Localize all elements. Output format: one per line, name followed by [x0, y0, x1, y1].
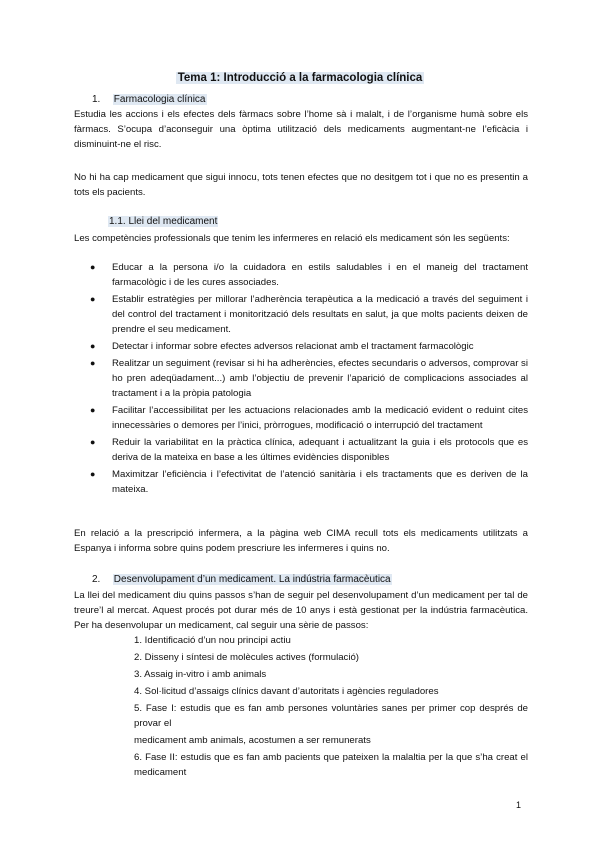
development-steps-list: [134, 633, 528, 782]
list-item: 1. Identificació d’un nou principi actiu: [134, 635, 291, 646]
list-item: medicament amb animals, acostumen a ser remunerats: [134, 735, 371, 746]
page-number: 1: [516, 800, 522, 810]
list-item: ● Educar a la persona i/o la cuidadora en estils saludables i en el maneig del tractament farmacològic i de les cures associades.: [90, 262, 528, 288]
section-number: 2.: [92, 574, 101, 585]
list-item: 5. Fase I: estudis que es fan amb persones voluntàries sanes per primer cop després de provar el: [134, 703, 528, 729]
list-item: 3. Assaig in-vitro i amb animals: [134, 669, 267, 680]
paragraph: No hi ha cap medicament que sigui innocu, tots tenen efectes que no desitgem tot i que no es presentin a tots els pacients.: [74, 172, 528, 198]
bullet-icon: ●: [90, 405, 96, 415]
subsection-1-1-heading: [108, 216, 218, 227]
paragraph: En relació a la prescripció infermera, a la pàgina web CIMA recull tots els medicaments utilitzats a Espanya i informa sobre quins podem prescriure les infermeres i quins no.: [74, 528, 528, 554]
bullet-icon: ●: [90, 294, 96, 304]
list-item: 2. Disseny i síntesi de molècules actives (formulació): [134, 652, 360, 663]
list-item: ● Detectar i informar sobre efectes adversos relacionat amb el tractament farmacològic: [90, 341, 474, 352]
bullet-icon: ●: [90, 262, 96, 272]
paragraph: La llei del medicament diu quins passos s’han de seguir pel desenvolupament d’un medicament per tal de treure’l al mercat. Aquest procés pot durar més de 10 anys i està gestionat per la indústria farmacèutica. Per ha desenvolupar un medicament, cal seguir una sèrie de passos:: [74, 590, 528, 631]
section-number: 1.: [92, 94, 101, 105]
competences-list: [74, 260, 528, 499]
list-item: 4. Sol·licitud d’assaigs clínics davant d’autoritats i agències reguladores: [134, 686, 439, 697]
paragraph: Estudia les accions i els efectes dels fàrmacs sobre l’home sà i malalt, i de l’organisme humà sobre els fàrmacs. S’ocupa d’aconseguir una òptima utilització dels medicaments augmentant-ne l’eficàcia i disminuint-ne el risc.: [74, 109, 528, 150]
bullet-icon: ●: [90, 358, 96, 368]
section-2-heading: [92, 574, 392, 585]
bullet-icon: ●: [90, 437, 96, 447]
section-1-heading: [92, 94, 207, 105]
list-item: ● Realitzar un seguiment (revisar si hi ha adherències, efectes secundaris o adversos, comprovar si ho pren adeqüadament...) amb l’objectiu de prevenir l’aparició de complicacions associades al tractament i a la pròpia patologia: [90, 358, 528, 399]
list-item: ● Reduir la variabilitat en la pràctica clínica, adequant i actualitzant la guia i els protocols que es deriva de la mateixa en base a les últimes evidències disponibles: [90, 437, 528, 463]
list-item: ● Establir estratègies per millorar l’adherència terapèutica a la medicació a través del seguiment i del control del tractament i monitorització dels resultats en salut, ja que molts pacients deixen de prendre el seu medicament.: [90, 294, 528, 335]
bullet-icon: ●: [90, 341, 96, 351]
list-item: 6. Fase II: estudis que es fan amb pacients que pateixen la malaltia per la que s’ha creat el medicament: [134, 752, 528, 778]
bullet-icon: ●: [90, 469, 96, 479]
section-title: Farmacologia clínica: [113, 94, 206, 105]
subsection-title: 1.1. Llei del medicament: [109, 216, 218, 227]
section-title: Desenvolupament d’un medicament. La indústria farmacèutica: [113, 574, 391, 585]
list-item: ● Maximitzar l’eficiència i l’efectivitat de l’atenció sanitària i els tractaments que es deriven de la mateixa.: [90, 469, 528, 495]
page-title: Tema 1: Introducció a la farmacologia clínica: [177, 72, 423, 84]
paragraph: Les competències professionals que tenim les infermeres en relació els medicament són les següents:: [74, 233, 510, 244]
list-item: ● Facilitar l’accessibilitat per les actuacions relacionades amb la medicació evident o reduint cites innecessàries o demores per l’inici, pròrrogues, modificació o interrupció del tractament: [90, 405, 528, 431]
